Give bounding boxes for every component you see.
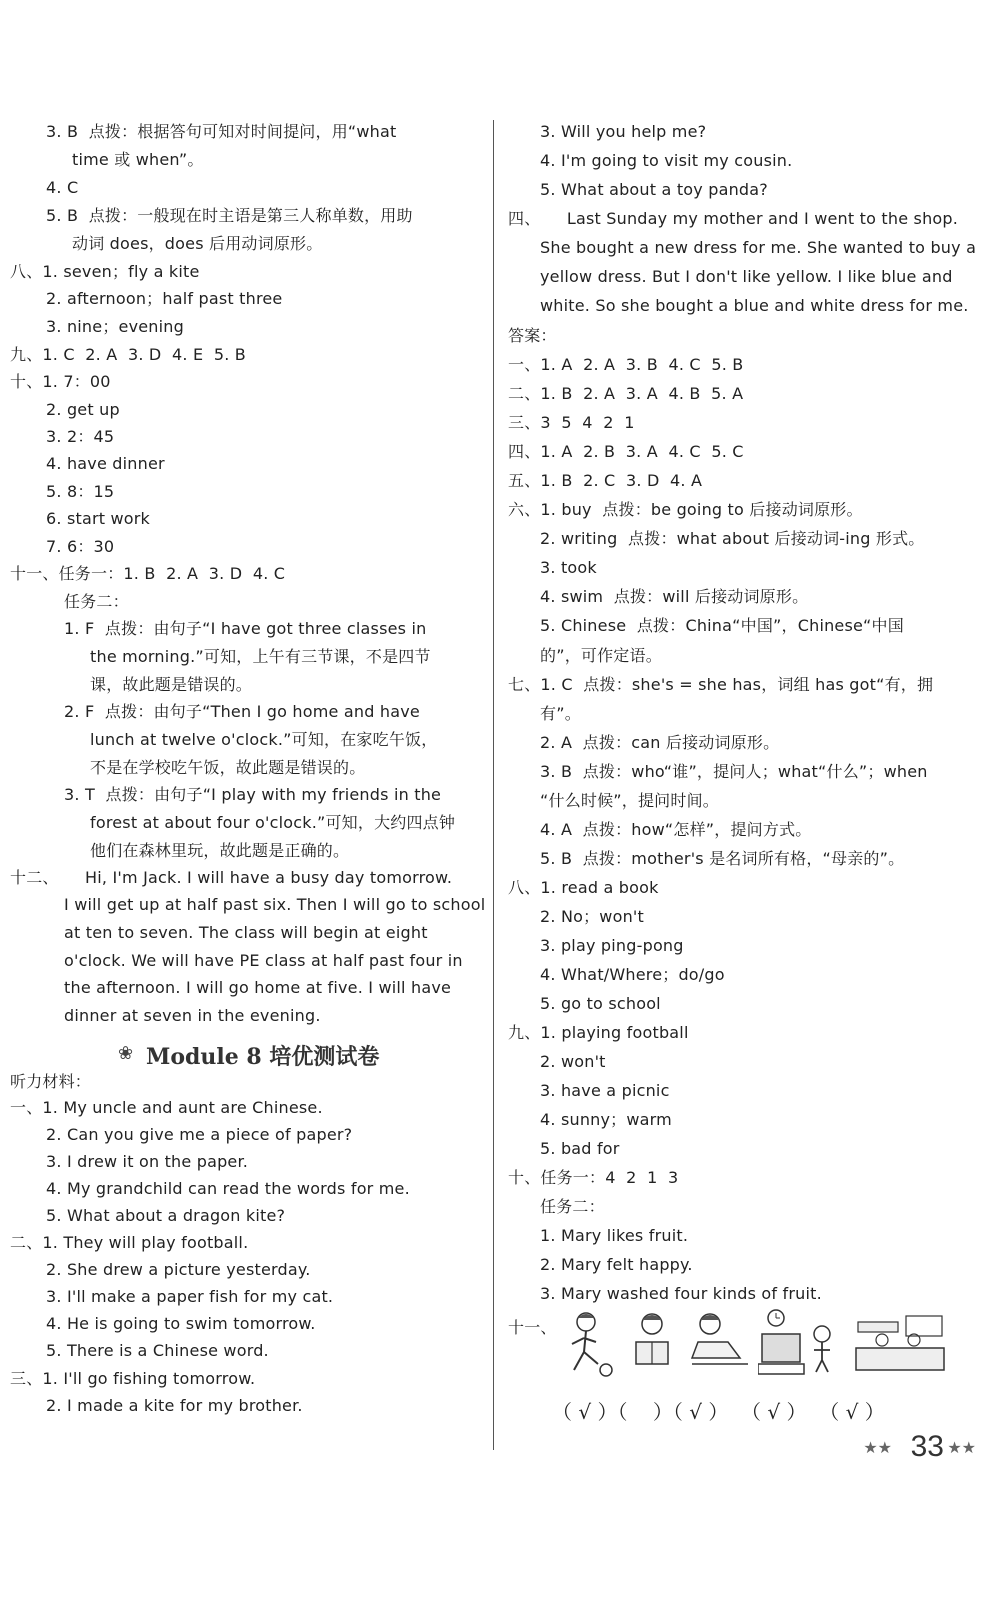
text-line: at ten to seven. The class will begin at eight bbox=[64, 923, 428, 942]
text-line: 2. Mary felt happy. bbox=[540, 1255, 693, 1274]
text-line: 4. My grandchild can read the words for me. bbox=[46, 1179, 410, 1198]
boy-reading-icon bbox=[622, 1308, 682, 1380]
text-line: 3. T 点拨：由句子“I play with my friends in the bbox=[64, 785, 442, 804]
text-line: 一、1. My uncle and aunt are Chinese. bbox=[10, 1098, 323, 1117]
text-line: 3. B 点拨：who“谁”，提问人；what“什么”；when bbox=[540, 762, 928, 781]
text-line: 十一、任务一：1. B 2. A 3. D 4. C bbox=[10, 564, 286, 583]
text-line: 九、1. C 2. A 3. D 4. E 5. B bbox=[10, 345, 246, 364]
text-line: I will get up at half past six. Then I will go to school bbox=[64, 895, 486, 914]
shop-counter-icon bbox=[852, 1308, 948, 1380]
star-icon: ★★ bbox=[863, 1438, 892, 1457]
text-line: 答案： bbox=[508, 326, 557, 345]
text-line: 五、1. B 2. C 3. D 4. A bbox=[508, 471, 703, 490]
answer-checks: （ √ ）（ ）（ √ ） （ √ ） （ √ ） bbox=[552, 1400, 885, 1424]
text-line: 4. What/Where；do/go bbox=[540, 965, 725, 984]
text-line: 5. There is a Chinese word. bbox=[46, 1341, 269, 1360]
text-line: 2. get up bbox=[46, 400, 120, 419]
text-line: 3. have a picnic bbox=[540, 1081, 670, 1100]
text-line: 他们在森林里玩，故此题是正确的。 bbox=[90, 841, 350, 860]
text-line: 十、任务一：4 2 1 3 bbox=[508, 1168, 679, 1187]
text-line: 2. writing 点拨：what about 后接动词-ing 形式。 bbox=[540, 529, 925, 548]
text-line: 任务二： bbox=[64, 592, 129, 611]
text-line: the morning.”可知，上午有三节课，不是四节 bbox=[90, 647, 431, 666]
text-line: 的”，可作定语。 bbox=[540, 646, 662, 665]
text-line: 2. She drew a picture yesterday. bbox=[46, 1260, 311, 1279]
text-line: 任务二： bbox=[540, 1197, 605, 1216]
text-line: 5. B 点拨：一般现在时主语是第三人称单数，用助 bbox=[46, 206, 413, 225]
text-line: 7. 6：30 bbox=[46, 537, 115, 556]
text-line: 3. play ping-pong bbox=[540, 936, 684, 955]
boy-kicking-ball-icon bbox=[560, 1308, 620, 1380]
boy-drawing-icon bbox=[684, 1308, 754, 1380]
text-line: 5. What about a toy panda? bbox=[540, 180, 768, 199]
text-line: 3. 2：45 bbox=[46, 427, 115, 446]
text-line: 二、1. B 2. A 3. A 4. B 5. A bbox=[508, 384, 744, 403]
text-line: 4. He is going to swim tomorrow. bbox=[46, 1314, 316, 1333]
text-line: 动词 does，does 后用动词原形。 bbox=[72, 234, 323, 253]
text-line: 八、1. read a book bbox=[508, 878, 659, 897]
text-line: 4. sunny；warm bbox=[540, 1110, 672, 1129]
text-line: time 或 when”。 bbox=[72, 150, 204, 169]
text-line: 四、 Last Sunday my mother and I went to the shop. bbox=[508, 209, 959, 228]
text-line: 不是在学校吃午饭，故此题是错误的。 bbox=[90, 758, 366, 777]
text-line: 2. afternoon；half past three bbox=[46, 289, 283, 308]
text-line: 十二、 Hi, I'm Jack. I will have a busy day tomorrow. bbox=[10, 868, 453, 887]
text-line: 四、1. A 2. B 3. A 4. C 5. C bbox=[508, 442, 744, 461]
text-line: 4. swim 点拨：will 后接动词原形。 bbox=[540, 587, 809, 606]
text-line: white. So she bought a blue and white dress for me. bbox=[540, 296, 969, 315]
text-line: 有”。 bbox=[540, 704, 581, 723]
page-number: 33 bbox=[910, 1430, 944, 1463]
text-line: dinner at seven in the evening. bbox=[64, 1006, 321, 1025]
text-line: 5. go to school bbox=[540, 994, 661, 1013]
text-line: the afternoon. I will go home at five. I will have bbox=[64, 978, 452, 997]
text-line: 2. Can you give me a piece of paper? bbox=[46, 1125, 353, 1144]
text-line: 十一、 bbox=[508, 1318, 557, 1337]
text-line: 4. have dinner bbox=[46, 454, 165, 473]
text-line: 2. won't bbox=[540, 1052, 606, 1071]
text-line: 5. Chinese 点拨：China“中国”，Chinese“中国 bbox=[540, 616, 904, 635]
text-line: 3. nine；evening bbox=[46, 317, 184, 336]
text-line: 5. What about a dragon kite? bbox=[46, 1206, 286, 1225]
text-line: 六、1. buy 点拨：be going to 后接动词原形。 bbox=[508, 500, 863, 519]
text-line: 6. start work bbox=[46, 509, 151, 528]
text-line: 3. B 点拨：根据答句可知对时间提问，用“what bbox=[46, 122, 397, 141]
text-line: 一、1. A 2. A 3. B 4. C 5. B bbox=[508, 355, 744, 374]
text-line: 三、3 5 4 2 1 bbox=[508, 413, 635, 432]
text-line: lunch at twelve o'clock.”可知，在家吃午饭， bbox=[90, 730, 438, 749]
clock-tv-boy-icon bbox=[758, 1308, 848, 1380]
star-icon: ★★ bbox=[947, 1438, 976, 1457]
text-line: 4. A 点拨：how“怎样”，提问方式。 bbox=[540, 820, 812, 839]
text-line: 1. Mary likes fruit. bbox=[540, 1226, 689, 1245]
text-line: 2. F 点拨：由句子“Then I go home and have bbox=[64, 702, 420, 721]
text-line: 5. bad for bbox=[540, 1139, 620, 1158]
text-line: 5. 8：15 bbox=[46, 482, 115, 501]
text-line: 十、1. 7：00 bbox=[10, 372, 111, 391]
text-line: 课，故此题是错误的。 bbox=[90, 675, 253, 694]
text-line: 4. I'm going to visit my cousin. bbox=[540, 151, 793, 170]
text-line: 3. I'll make a paper fish for my cat. bbox=[46, 1287, 334, 1306]
text-line: 4. C bbox=[46, 178, 79, 197]
text-line: 二、1. They will play football. bbox=[10, 1233, 249, 1252]
text-line: 八、1. seven；fly a kite bbox=[10, 262, 200, 281]
text-line: 2. I made a kite for my brother. bbox=[46, 1396, 303, 1415]
text-line: 听力材料： bbox=[10, 1072, 92, 1091]
text-line: 2. No；won't bbox=[540, 907, 644, 926]
text-line: 5. B 点拨：mother's 是名词所有格，“母亲的”。 bbox=[540, 849, 905, 868]
text-line: forest at about four o'clock.”可知，大约四点钟 bbox=[90, 813, 456, 832]
text-line: 2. A 点拨：can 后接动词原形。 bbox=[540, 733, 780, 752]
text-line: 3. Mary washed four kinds of fruit. bbox=[540, 1284, 822, 1303]
column-divider bbox=[493, 120, 494, 1450]
text-line: She bought a new dress for me. She wanted to buy a bbox=[540, 238, 977, 257]
text-line: 七、1. C 点拨：she's = she has，词组 has got“有，拥 bbox=[508, 675, 934, 694]
text-line: 3. I drew it on the paper. bbox=[46, 1152, 249, 1171]
text-line: 九、1. playing football bbox=[508, 1023, 689, 1042]
text-line: 1. F 点拨：由句子“I have got three classes in bbox=[64, 619, 427, 638]
text-line: 3. Will you help me? bbox=[540, 122, 707, 141]
module-title: Module 8 培优测试卷 bbox=[146, 1044, 380, 1070]
paw-icon: ❀ bbox=[118, 1043, 134, 1064]
text-line: 3. took bbox=[540, 558, 597, 577]
text-line: o'clock. We will have PE class at half past four in bbox=[64, 951, 463, 970]
picture-row bbox=[560, 1308, 980, 1388]
text-line: “什么时候”，提问时间。 bbox=[540, 791, 719, 810]
text-line: 三、1. I'll go fishing tomorrow. bbox=[10, 1369, 256, 1388]
text-line: yellow dress. But I don't like yellow. I like blue and bbox=[540, 267, 953, 286]
